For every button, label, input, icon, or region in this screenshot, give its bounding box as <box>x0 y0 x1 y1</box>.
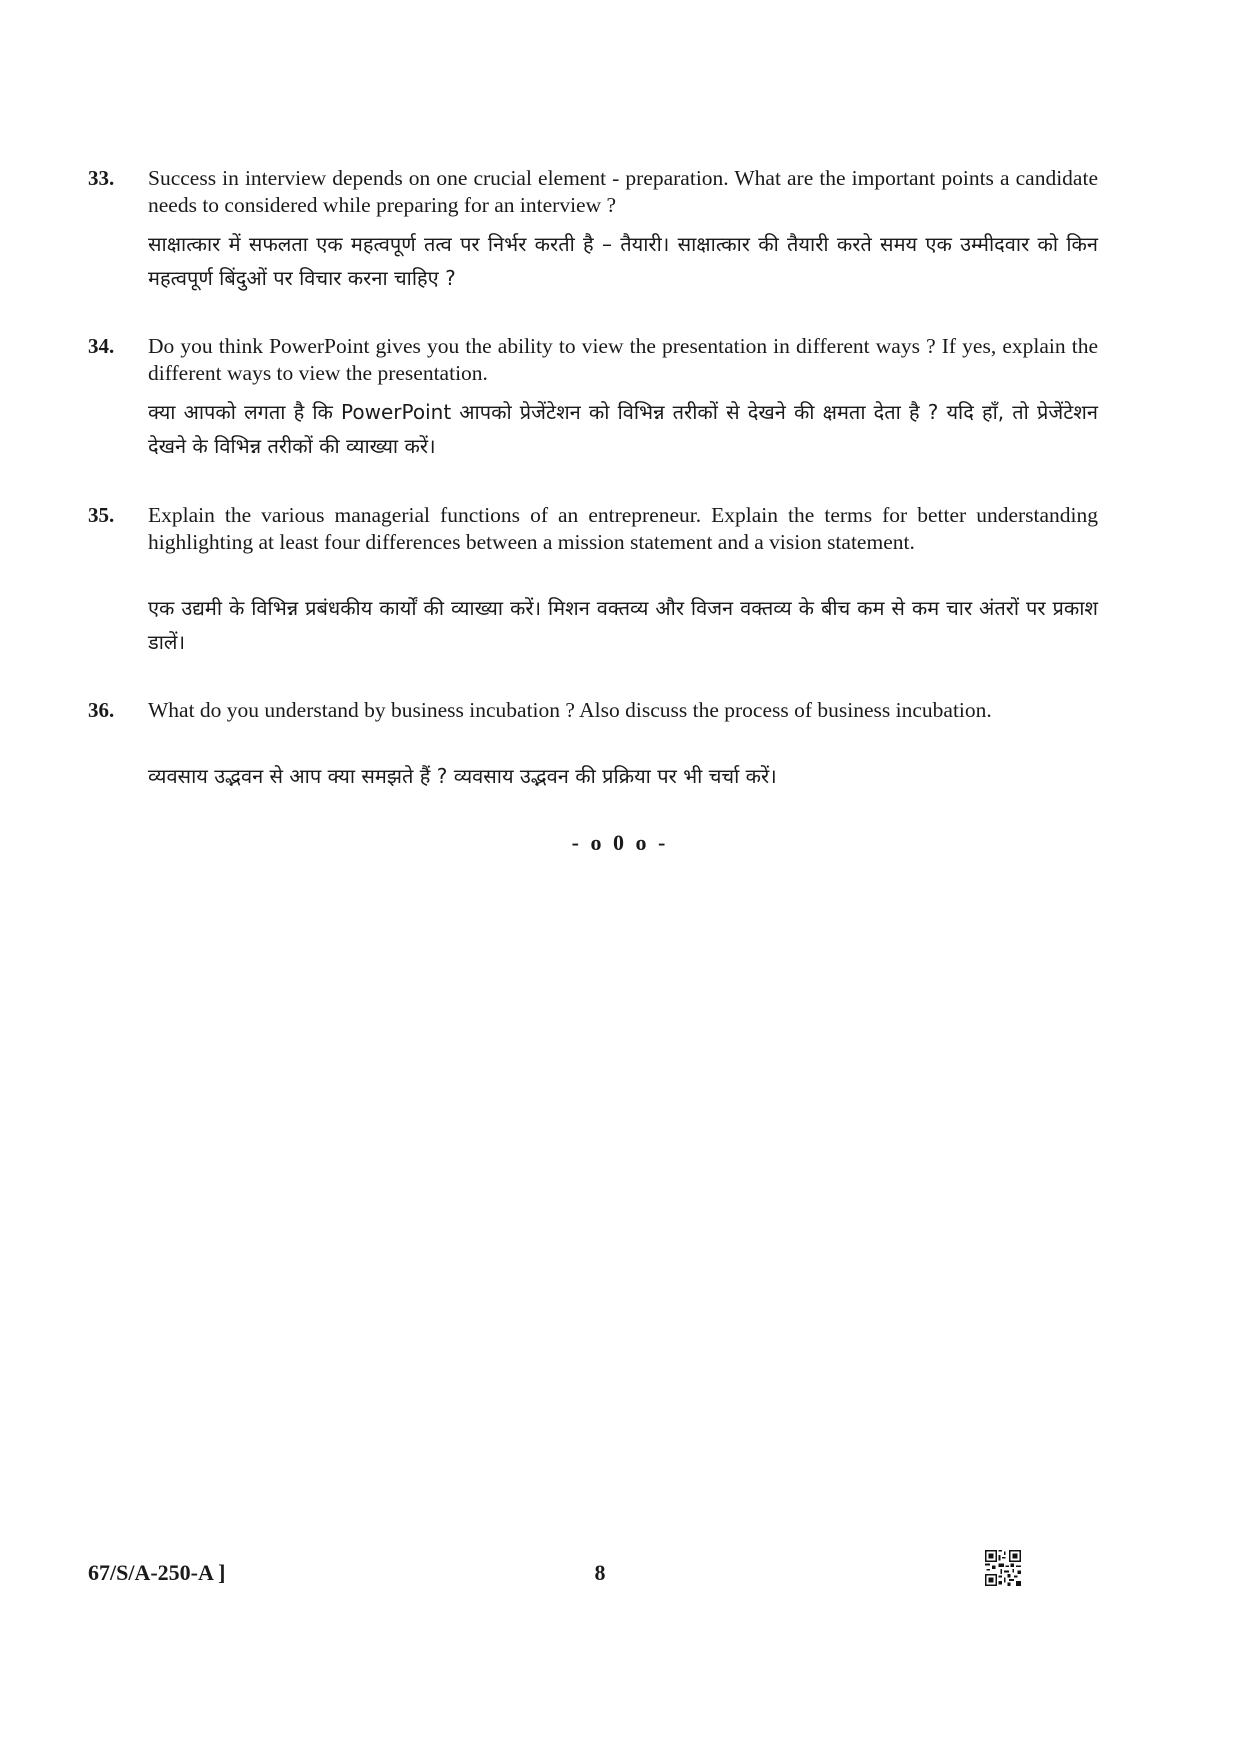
question-text-hindi: व्यवसाय उद्भवन से आप क्या समझते हैं ? व्यवसाय उद्भवन की प्रक्रिया पर भी चर्चा करें। <box>148 764 777 788</box>
qr-code-icon <box>985 1550 1021 1586</box>
question-text-hindi: क्या आपको लगता है कि PowerPoint आपको प्रेजेंटेशन को विभिन्न तरीकों से देखने की क्षमता देता है ? यदि हाँ, तो प्रेजेंटेशन देखने के विभिन्न तरीकों की व्याख्या करें। <box>148 400 1098 458</box>
question-number: 33. <box>88 166 115 190</box>
question-number: 36. <box>88 698 115 722</box>
question-text-english: Do you think PowerPoint gives you the ability to view the presentation in different ways ? If yes, explain the different ways to view the presentation. <box>148 334 1098 385</box>
question-number: 34. <box>88 334 115 358</box>
question-text-english: Success in interview depends on one crucial element - preparation. What are the important points a candidate needs to considered while preparing for an interview ? <box>148 166 1098 217</box>
question-text-hindi: एक उद्यमी के विभिन्न प्रबंधकीय कार्यों की व्याख्या करें। मिशन वक्तव्य और विजन वक्तव्य के बीच कम से कम चार अंतरों पर प्रकाश डालें। <box>148 596 1098 654</box>
paper-code: 67/S/A-250-A ] <box>88 1560 226 1585</box>
question-text-english: Explain the various managerial functions of an entrepreneur. Explain the terms for better understanding highlighting at least four differences between a mission statement and a vision statement. <box>148 503 1098 554</box>
question-number: 35. <box>88 503 115 527</box>
question-text-english: What do you understand by business incubation ? Also discuss the process of business incubation. <box>148 698 992 722</box>
end-of-paper-mark: - o 0 o - <box>571 830 669 855</box>
page-number: 8 <box>594 1560 606 1585</box>
question-text-hindi: साक्षात्कार में सफलता एक महत्वपूर्ण तत्व पर निर्भर करती है – तैयारी। साक्षात्कार की तैयारी करते समय एक उम्मीदवार को किन महत्वपूर्ण बिंदुओं पर विचार करना चाहिए ? <box>148 232 1098 290</box>
